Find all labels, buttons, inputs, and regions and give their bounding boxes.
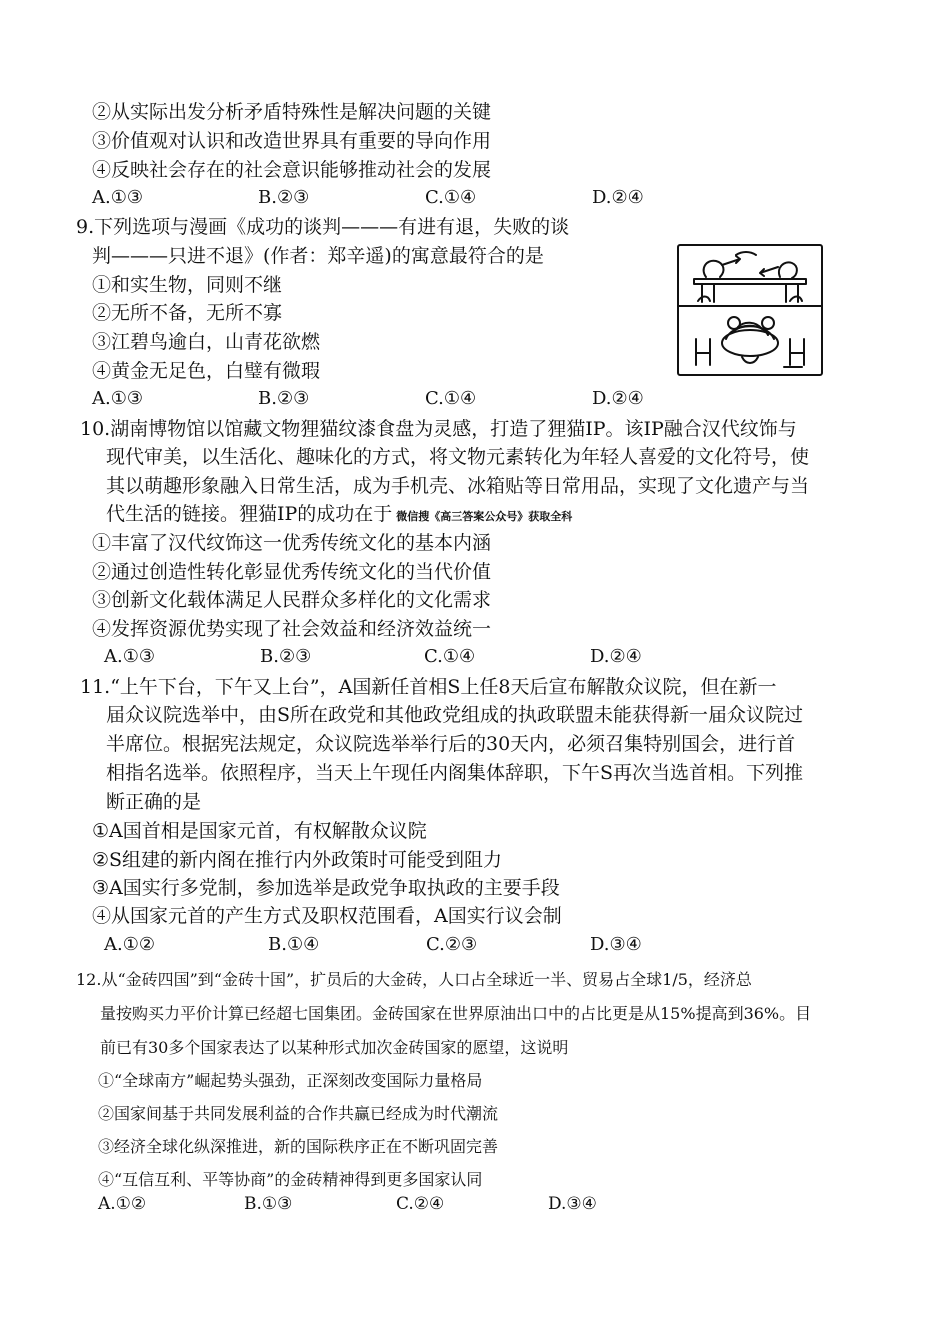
q12-option-4: ④“互信互利、平等协商”的金砖精神得到更多国家认同	[98, 1170, 483, 1189]
q9-option-1: ①和实生物，同则不继	[92, 274, 283, 296]
q12-option-1: ①“全球南方”崛起势头强劲，正深刻改变国际力量格局	[98, 1071, 483, 1090]
q9-option-3: ③江碧鸟逾白，山青花欲燃	[92, 331, 321, 353]
q10-stem-line-2: 现代审美，以生活化、趣味化的方式，将文物元素转化为年轻人喜爱的文化符号，使	[106, 446, 810, 468]
q10-option-1: ①丰富了汉代纹饰这一优秀传统文化的基本内涵	[92, 532, 492, 554]
q12-answer-b: B.①③	[244, 1194, 293, 1214]
q10-option-2: ②通过创造性转化彰显优秀传统文化的当代价值	[92, 561, 492, 583]
q9-option-2: ②无所不备，无所不寡	[92, 302, 283, 324]
q11-answer-d: D.③④	[590, 934, 642, 955]
q10-stem-line-1: 10.湖南博物馆以馆藏文物狸猫纹漆食盘为灵感，打造了狸猫IP。该IP融合汉代纹饰与	[80, 418, 797, 440]
q10-answer-d: D.②④	[590, 646, 642, 667]
q8-answer-d: D.②④	[592, 187, 644, 208]
q11-stem-line-3: 半席位。根据宪法规定，众议院选举举行后的30天内，必须召集特别国会，进行首	[106, 733, 796, 755]
q8-option-3: ③价值观对认识和改造世界具有重要的导向作用	[92, 130, 492, 152]
q11-answer-b: B.①④	[268, 934, 320, 955]
q8-answer-c: C.①④	[425, 187, 477, 208]
q11-stem-line-5: 断正确的是	[106, 791, 202, 813]
q12-answer-d: D.③④	[548, 1194, 597, 1214]
q8-answer-b: B.②③	[258, 187, 310, 208]
q12-stem-line-2: 量按购买力平价计算已经超七国集团。金砖国家在世界原油出口中的占比更是从15%提高到36%。目	[100, 1004, 812, 1023]
q9-answer-b: B.②③	[258, 388, 310, 409]
q11-option-3: ③A国实行多党制，参加选举是政党争取执政的主要手段	[92, 877, 560, 899]
q10-answer-a: A.①③	[104, 646, 155, 667]
q11-option-4: ④从国家元首的产生方式及职权范围看，A国实行议会制	[92, 905, 562, 927]
q8-answer-a: A.①③	[92, 187, 143, 208]
q12-stem-line-1: 12.从“金砖四国”到“金砖十国”，扩员后的大金砖，人口占全球近一半、贸易占全球1/5，经济总	[76, 970, 752, 989]
q11-option-1: ①A国首相是国家元首，有权解散众议院	[92, 820, 427, 842]
q9-option-4: ④黄金无足色，白璧有微瑕	[92, 360, 321, 382]
q11-stem-line-4: 相指名选举。依照程序，当天上午现任内阁集体辞职，下午S再次当选首相。下列推	[106, 762, 804, 784]
q10-answer-c: C.①④	[424, 646, 476, 667]
q12-stem-line-3: 前已有30多个国家表达了以某种形式加次金砖国家的愿望，这说明	[100, 1038, 569, 1057]
q9-answer-d: D.②④	[592, 388, 644, 409]
q9-answer-c: C.①④	[425, 388, 477, 409]
q10-stem-text: 代生活的链接。狸猫IP的成功在于	[106, 503, 393, 525]
q12-option-2: ②国家间基于共同发展利益的合作共赢已经成为时代潮流	[98, 1104, 499, 1123]
q8-option-4: ④反映社会存在的社会意识能够推动社会的发展	[92, 159, 492, 181]
q12-answer-a: A.①②	[98, 1194, 147, 1214]
q11-option-2: ②S组建的新内阁在推行内外政策时可能受到阻力	[92, 849, 503, 871]
q11-answer-c: C.②③	[426, 934, 478, 955]
q12-option-3: ③经济全球化纵深推进，新的国际秩序正在不断巩固完善	[98, 1137, 499, 1156]
q11-answer-a: A.①②	[104, 934, 155, 955]
q10-stem-line-4	[106, 501, 572, 530]
cartoon-image	[676, 243, 824, 377]
q11-stem-line-2: 届众议院选举中，由S所在政党和其他政党组成的执政联盟未能获得新一届众议院过	[106, 704, 804, 726]
q9-stem-line-2: 判———只进不退》(作者：郑辛遥)的寓意最符合的是	[92, 245, 544, 267]
q10-answer-b: B.②③	[260, 646, 312, 667]
q12-answer-c: C.②④	[396, 1194, 445, 1214]
q10-option-4: ④发挥资源优势实现了社会效益和经济效益统一	[92, 618, 492, 640]
q10-stem-line-3: 其以萌趣形象融入日常生活，成为手机壳、冰箱贴等日常用品，实现了文化遗产与当	[106, 475, 810, 497]
q9-answer-a: A.①③	[92, 388, 143, 409]
q9-stem-line-1: 9.下列选项与漫画《成功的谈判———有进有退，失败的谈	[76, 216, 570, 238]
q8-option-2: ②从实际出发分析矛盾特殊性是解决问题的关键	[92, 101, 492, 123]
q11-stem-line-1: 11.“上午下台，下午又上台”，A国新任首相S上任8天后宣布解散众议院，但在新一	[80, 676, 777, 698]
q10-option-3: ③创新文化载体满足人民群众多样化的文化需求	[92, 589, 492, 611]
watermark-note: 微信搜《高三答案公众号》获取全科	[396, 510, 573, 523]
